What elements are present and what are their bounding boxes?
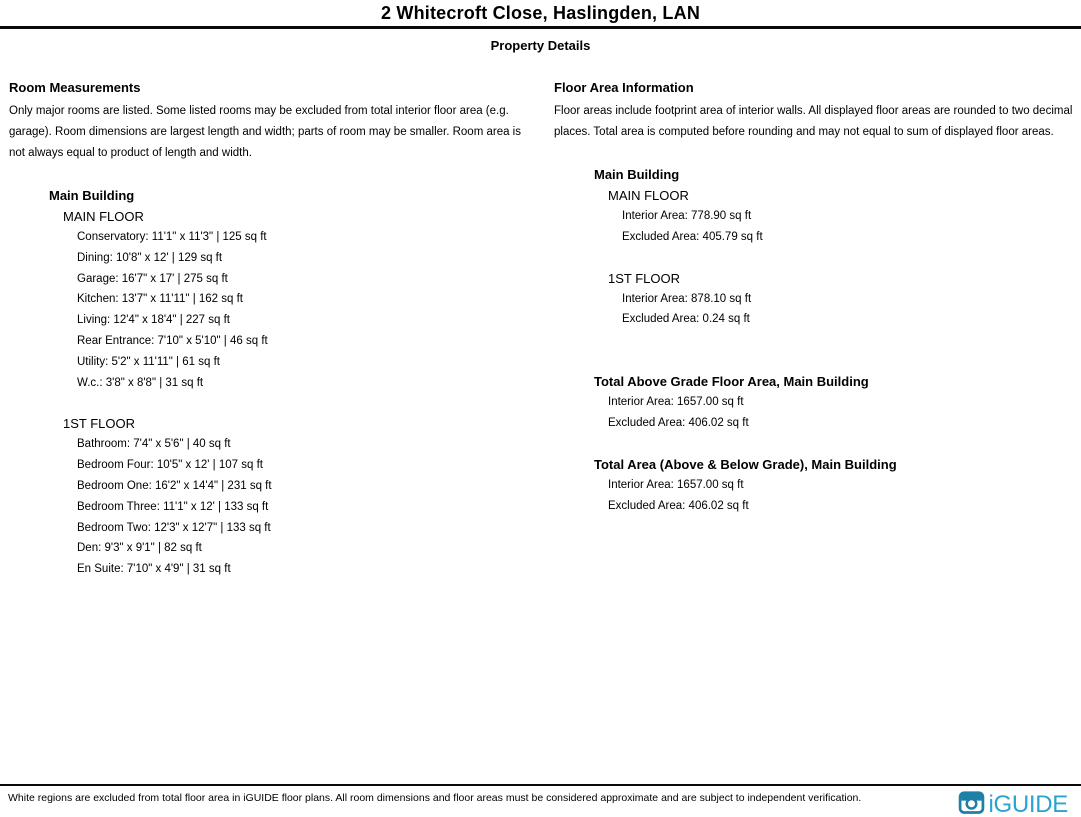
iguide-logo <box>958 789 1068 817</box>
floor-area-building <box>594 164 1079 330</box>
total-above-below-grade-heading: Total Area (Above & Below Grade), Main Building <box>594 456 897 472</box>
room-entry: Conservatory: 11'1" x 11'3" | 125 sq ft <box>77 231 267 243</box>
room-entry: Bedroom Two: 12'3" x 12'7" | 133 sq ft <box>77 521 271 534</box>
total-above-grade-heading: Total Above Grade Floor Area, Main Building <box>594 374 869 390</box>
building-name: Main Building <box>594 167 680 182</box>
area-entry: Excluded Area: 405.79 sq ft <box>622 230 763 243</box>
total-area-list <box>608 392 1079 434</box>
main-floor-rooms <box>63 206 545 393</box>
room-measurements-description: Only major rooms are listed. Some listed rooms may be excluded from total interior floor area (e.g. garage). Room dimensions are largest length and width; parts of room may be smaller. Room area is not always equal to product of length and width. <box>9 105 521 159</box>
total-area-entry: Excluded Area: 406.02 sq ft <box>608 499 749 512</box>
page-footer <box>0 784 1081 817</box>
main-floor-areas <box>608 185 1079 248</box>
floor-name: 1ST FLOOR <box>608 270 681 286</box>
room-list <box>77 227 545 393</box>
room-entry: Kitchen: 13'7" x 11'11" | 162 sq ft <box>77 293 243 306</box>
totals-section <box>594 371 1079 516</box>
area-entry: Interior Area: 778.90 sq ft <box>622 210 752 222</box>
iguide-camera-icon <box>958 789 985 817</box>
floor-name: MAIN FLOOR <box>608 188 689 203</box>
page-title: 2 Whitecroft Close, Haslingden, LAN <box>380 3 701 23</box>
room-entry: Bedroom Four: 10'5" x 12' | 107 sq ft <box>77 459 263 472</box>
iguide-logo-text: iGUIDE <box>988 791 1068 817</box>
total-above-below-grade-block <box>594 454 1079 517</box>
total-area-list <box>608 475 1079 517</box>
total-area-entry: Interior Area: 1657.00 sq ft <box>608 396 744 409</box>
first-floor-areas <box>608 268 1079 331</box>
room-measurements-section <box>0 80 545 580</box>
floor-area-heading: Floor Area Information <box>554 80 694 95</box>
room-entry: Bedroom One: 16'2" x 14'4" | 231 sq ft <box>77 479 272 492</box>
first-floor-rooms <box>63 413 545 580</box>
total-area-entry: Interior Area: 1657.00 sq ft <box>608 478 744 491</box>
room-entry: En Suite: 7'10" x 4'9" | 31 sq ft <box>77 563 231 576</box>
area-list <box>622 206 1079 248</box>
disclaimer-text: White regions are excluded from total floor area in iGUIDE floor plans. All room dimensions and floor areas must be considered approximate and are subject to independent verification. <box>8 792 862 804</box>
floor-area-description: Floor areas include footprint area of interior walls. All displayed floor areas are rounded to two decimal places. Total area is computed before rounding and may not equal to sum of displayed floor areas. <box>554 105 1073 138</box>
total-above-grade-block <box>594 371 1079 434</box>
room-entry: Dining: 10'8" x 12' | 129 sq ft <box>77 251 223 264</box>
area-list <box>622 289 1079 331</box>
room-measurements-building <box>49 185 545 580</box>
room-entry: W.c.: 3'8" x 8'8" | 31 sq ft <box>77 376 204 389</box>
floor-area-section <box>545 80 1081 580</box>
room-list <box>77 434 545 580</box>
page-header <box>0 0 1081 29</box>
room-entry: Rear Entrance: 7'10" x 5'10" | 46 sq ft <box>77 334 268 347</box>
room-entry: Living: 12'4" x 18'4" | 227 sq ft <box>77 314 230 327</box>
total-area-entry: Excluded Area: 406.02 sq ft <box>608 416 749 429</box>
room-entry: Garage: 16'7" x 17' | 275 sq ft <box>77 272 228 285</box>
page-subtitle: Property Details <box>490 38 591 53</box>
floor-name: 1ST FLOOR <box>63 416 136 432</box>
floor-name: MAIN FLOOR <box>63 209 144 224</box>
content-columns <box>0 80 1081 580</box>
area-entry: Excluded Area: 0.24 sq ft <box>622 313 750 326</box>
building-name: Main Building <box>49 188 135 203</box>
room-entry: Den: 9'3" x 9'1" | 82 sq ft <box>77 542 202 555</box>
room-entry: Bathroom: 7'4" x 5'6" | 40 sq ft <box>77 438 231 451</box>
room-entry: Utility: 5'2" x 11'11" | 61 sq ft <box>77 355 220 368</box>
area-entry: Interior Area: 878.10 sq ft <box>622 292 752 305</box>
room-entry: Bedroom Three: 11'1" x 12' | 133 sq ft <box>77 500 269 513</box>
room-measurements-heading: Room Measurements <box>9 80 141 95</box>
